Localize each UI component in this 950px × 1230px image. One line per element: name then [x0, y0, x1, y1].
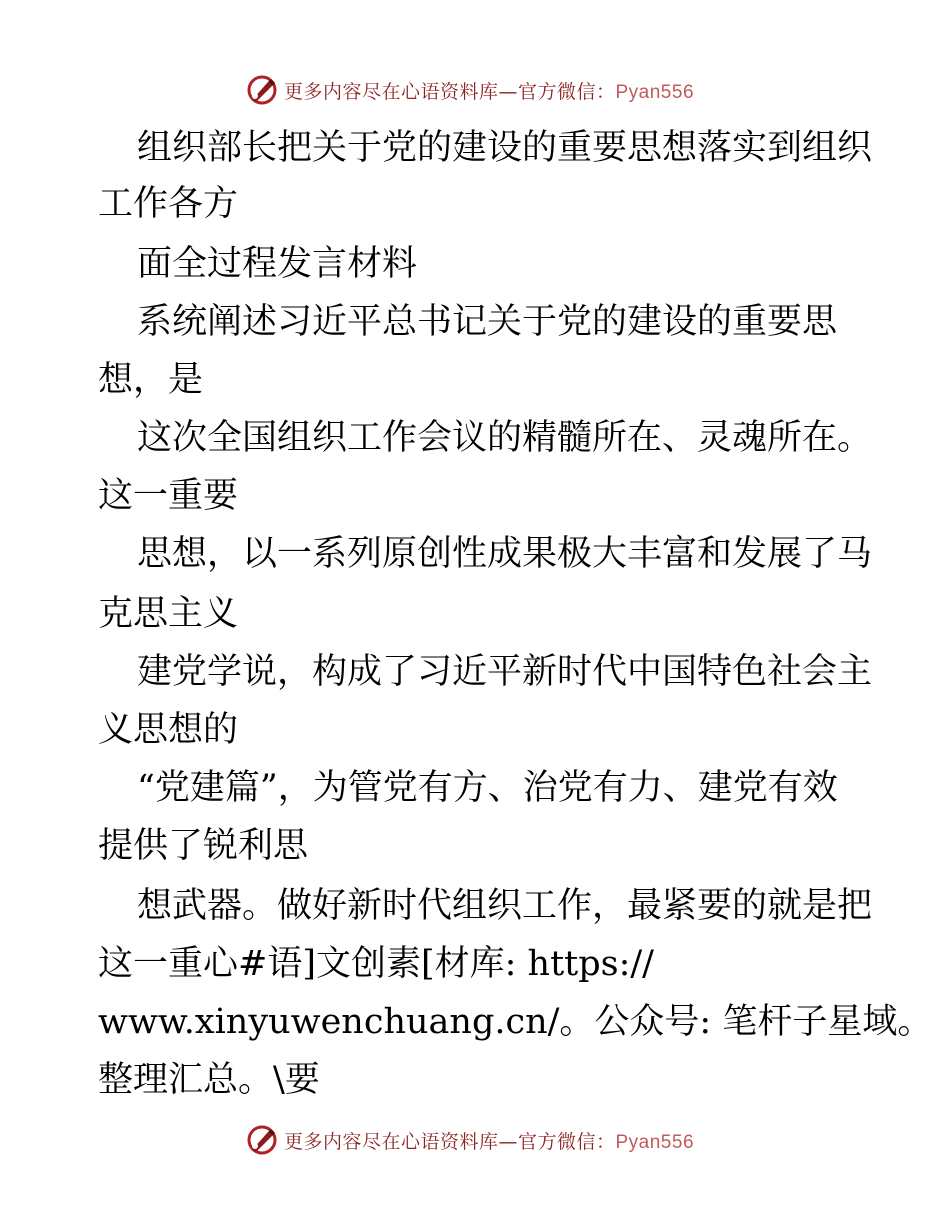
body-line: 想，是 — [98, 360, 204, 400]
body-line: 想武器。做好新时代组织工作，最紧要的就是把 — [137, 886, 873, 926]
body-line: 系统阐述习近平总书记关于党的建设的重要思 — [137, 302, 838, 342]
body-line: 克思主义 — [98, 594, 239, 634]
body-line: 这一重要 — [98, 476, 239, 516]
watermark-wechat-label: 官方微信： — [517, 1130, 616, 1153]
body-line: 这次全国组织工作会议的精髓所在、灵魂所在。 — [137, 418, 873, 458]
body-line: 提供了锐利思 — [98, 826, 309, 866]
footer-watermark — [0, 1120, 950, 1160]
body-line: www.xinyuwenchuang.cn/。公众号: 笔杆子星域。 — [98, 1002, 933, 1042]
body-line: 建党学说，构成了习近平新时代中国特色社会主 — [137, 652, 873, 692]
watermark-main: 更多内容尽在心语资料库— — [283, 1130, 518, 1153]
body-line: 组织部长把关于党的建设的重要思想落实到组织 — [137, 128, 873, 168]
body-line: 思想，以一系列原创性成果极大丰富和发展了马 — [137, 534, 873, 574]
body-line: “党建篇”，为管党有方、治党有力、建党有效 — [137, 768, 838, 808]
body-line: 工作各方 — [98, 184, 239, 224]
watermark-wechat-id: Pyan556 — [615, 1131, 695, 1153]
body-line: 这一重心#语]文创素[材库: https:// — [98, 944, 654, 984]
body-line: 义思想的 — [98, 710, 239, 750]
watermark-main: 更多内容尽在心语资料库— — [283, 80, 518, 103]
pen-logo-icon — [246, 1124, 278, 1156]
body-line: 面全过程发言材料 — [137, 244, 418, 284]
watermark-text — [284, 77, 694, 104]
watermark-wechat-id: Pyan556 — [615, 81, 695, 103]
header-watermark — [0, 70, 950, 110]
watermark-wechat-label: 官方微信： — [517, 80, 616, 103]
body-line: 整理汇总。\要 — [98, 1060, 320, 1100]
watermark-text — [284, 1127, 694, 1154]
pen-logo-icon — [246, 74, 278, 106]
